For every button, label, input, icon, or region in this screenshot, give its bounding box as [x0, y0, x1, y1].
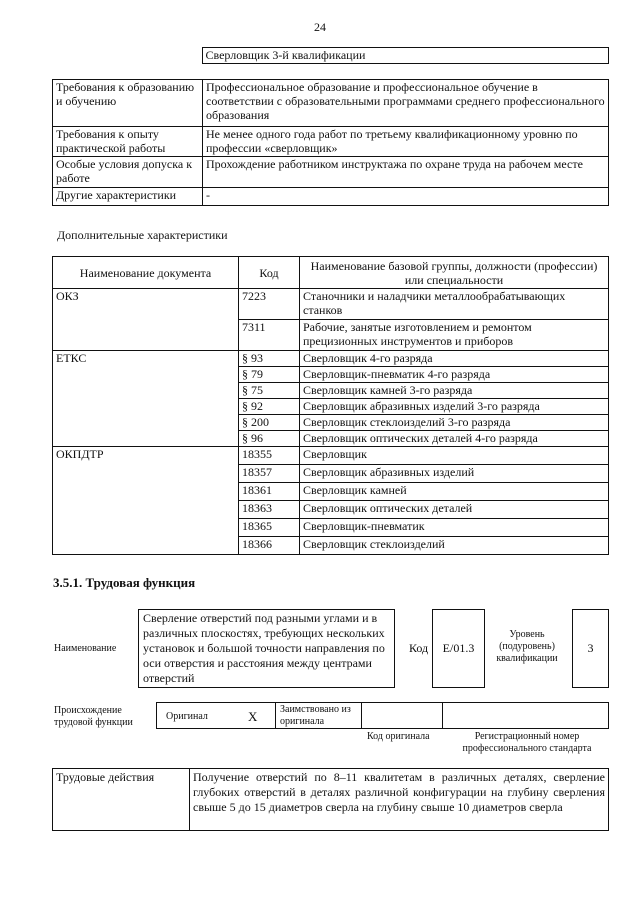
classifier-code: § 75 — [239, 383, 300, 399]
classifier-code: § 92 — [239, 399, 300, 415]
qualification-level-box — [572, 609, 609, 688]
original-label: Оригинал — [166, 711, 208, 722]
reg-number-caption: Регистрационный номер профессионального стандарта — [462, 731, 592, 754]
requirement-label: Особые условия допуска к работе — [53, 157, 203, 188]
section-heading: 3.5.1. Трудовая функция — [53, 575, 196, 590]
function-name-box — [138, 609, 395, 688]
classifier-code: § 93 — [239, 351, 300, 367]
additional-characteristics-title: Дополнительные характеристики — [57, 228, 228, 242]
classifier-code: 18357 — [239, 465, 300, 483]
labor-actions-row — [53, 769, 609, 831]
classifier-code: § 200 — [239, 415, 300, 431]
table-row — [53, 447, 609, 465]
classifier-name: Сверловщик оптических деталей — [300, 501, 609, 519]
requirement-label: Требования к образованию и обучению — [53, 80, 203, 127]
classifier-name: Сверловщик 4-го разряда — [300, 351, 609, 367]
borrowed-label: Заимствовано из оригинала — [280, 704, 351, 727]
classifier-name: Сверловщик стеклоизделий 3-го разряда — [300, 415, 609, 431]
classifier-name: Сверловщик абразивных изделий — [300, 465, 609, 483]
table-row — [53, 289, 609, 320]
classifier-name: Сверловщик оптических деталей 4-го разряда — [300, 431, 609, 447]
classifier-code: 18363 — [239, 501, 300, 519]
requirement-row — [53, 157, 609, 188]
classifier-code: 18366 — [239, 537, 300, 555]
function-name-label: Наименование — [54, 643, 117, 654]
function-code-value: E/01.3 — [442, 641, 475, 655]
qualification-title-table — [52, 47, 609, 64]
labor-actions-label: Трудовые действия — [53, 769, 190, 831]
table-row — [53, 351, 609, 367]
requirement-value: Профессиональное образование и профессиональное обучение в соответствии с образовательными программами среднего профессионального образования — [203, 80, 609, 127]
requirement-row — [53, 80, 609, 127]
classifier-name: Сверловщик камней — [300, 483, 609, 501]
classifier-code: 18361 — [239, 483, 300, 501]
classifier-header-row — [53, 257, 609, 289]
requirement-label: Другие характеристики — [53, 188, 203, 206]
header-code: Код — [239, 257, 300, 289]
classifier-name: Сверловщик камней 3-го разряда — [300, 383, 609, 399]
header-group-name: Наименование базовой группы, должности (профессии) или специальности — [300, 257, 609, 289]
requirement-value: Прохождение работником инструктажа по охране труда на рабочем месте — [203, 157, 609, 188]
function-name-value: Сверление отверстий под разными углами и в различных плоскостях, требующих нескольких установок и большой точности направления по оси отверстия и расстояния между центрами отверстий — [143, 611, 385, 685]
classifier-name: Сверловщик — [300, 447, 609, 465]
qualification-level-label: Уровень (подуровень) квалификации — [496, 629, 558, 664]
classifier-code: 18355 — [239, 447, 300, 465]
header-document-name: Наименование документа — [53, 257, 239, 289]
classifier-name: Рабочие, занятые изготовлением и ремонтом прецизионных инструментов и приборов — [300, 320, 609, 351]
classifier-code: § 79 — [239, 367, 300, 383]
document-name-etks: ЕТКС — [53, 351, 239, 447]
origin-regnum-cell — [442, 702, 609, 729]
qualification-level-value: 3 — [587, 641, 594, 655]
function-code-box — [432, 609, 485, 688]
original-mark: X — [248, 709, 258, 724]
requirement-row — [53, 188, 609, 206]
requirement-label: Требования к опыту практической работы — [53, 127, 203, 157]
classifier-code: 18365 — [239, 519, 300, 537]
classifier-table — [52, 256, 609, 555]
document-name-okpdtr: ОКПДТР — [53, 447, 239, 555]
origin-label: Происхождение трудовой функции — [54, 705, 133, 728]
classifier-name: Сверловщик-пневматик — [300, 519, 609, 537]
classifier-code: § 96 — [239, 431, 300, 447]
labor-actions-value: Получение отверстий по 8–11 квалитетам в различных деталях, сверление глубоких отверстий в деталях различной конфигурации на глубину сверления свыше 5 до 15 диаметров сверла на глубину свыше 10 диаметров сверла — [190, 769, 609, 831]
classifier-code: 7223 — [239, 289, 300, 320]
origin-code-cell — [361, 702, 443, 729]
classifier-code: 7311 — [239, 320, 300, 351]
classifier-name: Станочники и наладчики металлообрабатывающих станков — [300, 289, 609, 320]
code-original-caption: Код оригинала — [367, 731, 430, 742]
function-code-label: Код — [409, 641, 429, 655]
page-number: 24 — [314, 20, 326, 34]
labor-actions-table — [52, 768, 609, 831]
origin-borrowed-cell — [275, 702, 362, 729]
requirement-value: - — [203, 188, 609, 206]
classifier-name: Сверловщик стеклоизделий — [300, 537, 609, 555]
requirements-table — [52, 79, 609, 206]
document-name-okz: ОКЗ — [53, 289, 239, 351]
classifier-name: Сверловщик абразивных изделий 3-го разряда — [300, 399, 609, 415]
requirement-row — [53, 127, 609, 157]
qualification-title: Сверловщик 3-й квалификации — [202, 48, 609, 64]
requirement-value: Не менее одного года работ по третьему квалификационному уровню по профессии «сверловщик» — [203, 127, 609, 157]
classifier-name: Сверловщик-пневматик 4-го разряда — [300, 367, 609, 383]
origin-original-cell — [156, 702, 276, 729]
